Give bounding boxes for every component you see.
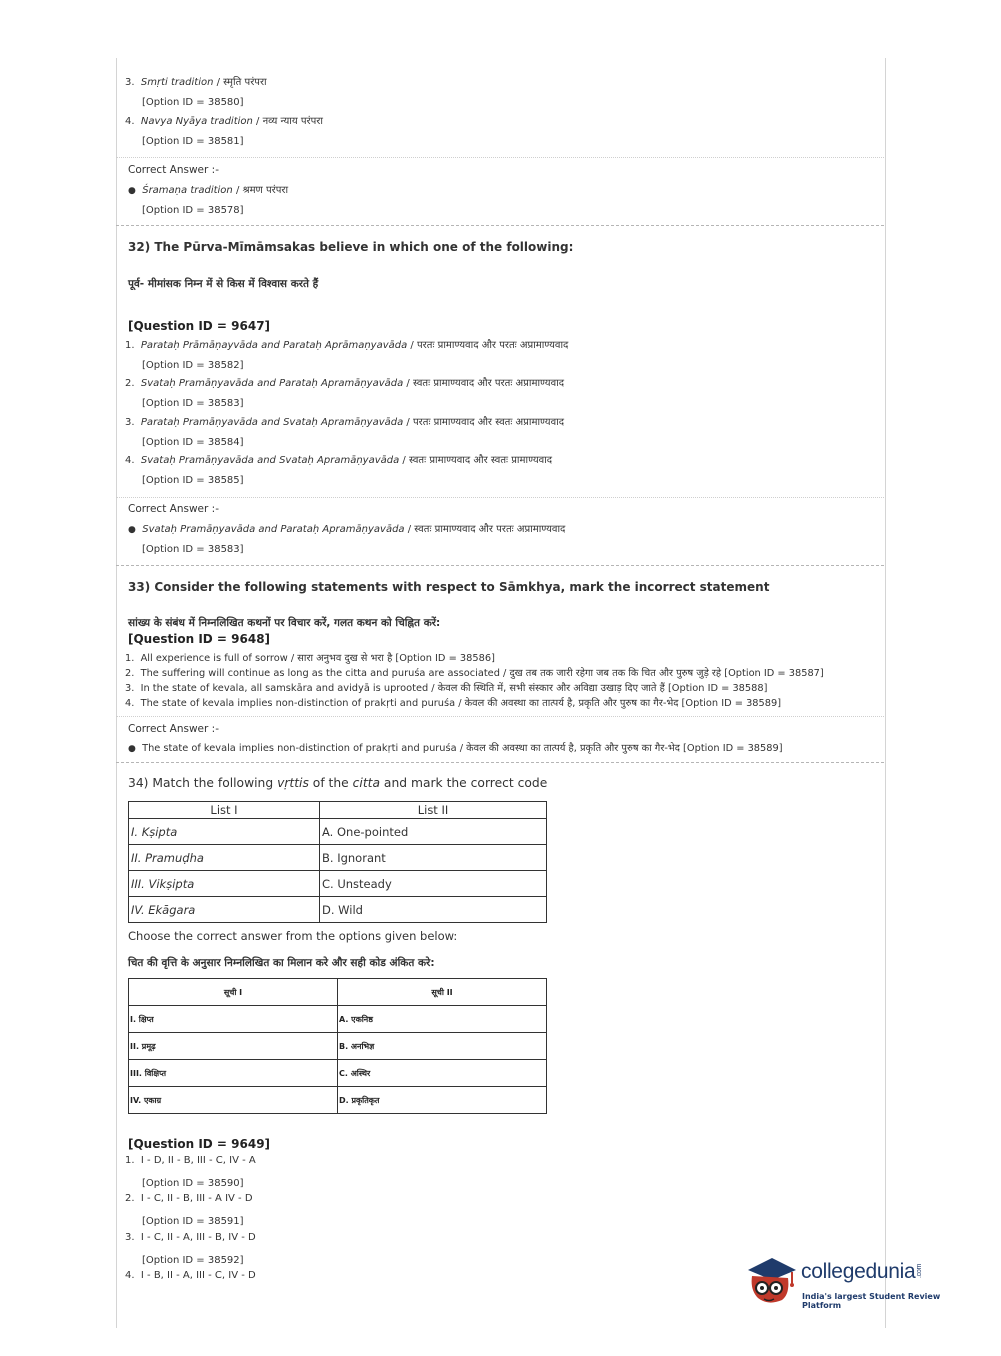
- q33-statement-1: 1. All experience is full of sorrow / सारा अनुभव दुख से भरा है [Option ID = 38586]: [125, 653, 495, 664]
- q34-option-4: 4. I - B, II - A, III - C, IV - D: [125, 1270, 256, 1281]
- brand-tagline: India's largest Student Review Platform: [802, 1292, 941, 1310]
- q32-hindi: पूर्व- मीमांसक निम्न में से किस में विश्वास करते हैं: [128, 278, 319, 290]
- q31-option-4: 4. Navya Nyāya tradition / नव्य न्याय परंपरा: [125, 116, 323, 127]
- q34-option-3: 3. I - C, II - A, III - B, IV - D: [125, 1232, 256, 1243]
- list-1-item: III. विक्षिप्त: [129, 1060, 338, 1087]
- list-2-item: B. Ignorant: [320, 845, 547, 871]
- q32-option-1: 1. Parataḥ Prāmāṇayvāda and Parataḥ Aprāmaṇyavāda / परतः प्रामाण्यवाद और परतः अप्रामाण्यवाद: [125, 340, 569, 351]
- table-row: [129, 871, 547, 897]
- question-separator: [116, 762, 884, 763]
- q33-statement-4: 4. The state of kevala implies non-distinction of prakṛti and puruśa / केवल की अवस्था का तात्पर्य है, प्रकृति और पुरुष का गैर-भेद [Option ID = 38589]: [125, 698, 782, 709]
- q32-option-1-id: [Option ID = 38582]: [142, 360, 244, 371]
- q33-hindi: सांख्य के संबंध में निम्नलिखित कथनों पर विचार करें, गलत कथन को चिह्नित करें:: [128, 617, 441, 629]
- q34-option-3-id: [Option ID = 38592]: [142, 1255, 244, 1266]
- q33-statement-2: 2. The suffering will continue as long as the citta and puruśa are associated / दुख तब तक जारी रहेगा जब तक कि चित और पुरुष जुड़े रहे [Option ID = 38587]: [125, 668, 824, 679]
- q32-option-2: 2. Svataḥ Pramāṇyavāda and Parataḥ Apramāṇyavāda / स्वतः प्रामाण्यवाद और परतः अप्रामाण्यवाद: [125, 378, 565, 389]
- q32-title: 32) The Pūrva-Mīmāmsakas believe in which one of the following:: [128, 240, 574, 254]
- question-separator: [116, 225, 884, 226]
- list-1-item: I. Kṣipta: [129, 819, 320, 845]
- list-2-item: D. प्रकृतिकृत: [338, 1087, 547, 1114]
- list-1-item: II. Pramuḍha: [129, 845, 320, 871]
- table-header: List II: [320, 802, 547, 819]
- table-header: List I: [129, 802, 320, 819]
- mascot-icon: [742, 1250, 800, 1308]
- q31-correct-answer: ● Śramaṇa tradition / श्रमण परंपरा: [128, 185, 289, 196]
- list-1-item: II. प्रमूढ़: [129, 1033, 338, 1060]
- table-row: [129, 1060, 547, 1087]
- match-table-english: [128, 801, 547, 923]
- q32-option-3: 3. Parataḥ Pramāṇyavāda and Svataḥ Apramāṇyavāda / परतः प्रामाण्यवाद और स्वतः अप्रामाण्यवाद: [125, 417, 565, 428]
- q32-option-4: 4. Svataḥ Pramāṇyavāda and Svataḥ Apramāṇyavāda / स्वतः प्रामाण्यवाद और स्वतः प्रामाण्यवाद: [125, 455, 553, 466]
- correct-answer-label: Correct Answer :-: [128, 164, 219, 176]
- table-row: [129, 1033, 547, 1060]
- list-1-item: III. Vikṣipta: [129, 871, 320, 897]
- collegedunia-logo: [742, 1250, 972, 1310]
- q32-option-4-id: [Option ID = 38585]: [142, 475, 244, 486]
- list-2-item: C. Unsteady: [320, 871, 547, 897]
- q33-correct-answer: ● The state of kevala implies non-distinction of prakṛti and puruśa / केवल की अवस्था का तात्पर्य है, प्रकृति और पुरुष का गैर-भेद [Option ID = 38589]: [128, 743, 783, 754]
- q34-title: 34) Match the following vṛttis of the citta and mark the correct code: [128, 776, 548, 790]
- q34-option-2-id: [Option ID = 38591]: [142, 1216, 244, 1227]
- list-1-item: IV. एकाग्र: [129, 1087, 338, 1114]
- q33-question-id: [Question ID = 9648]: [128, 632, 271, 646]
- divider: [116, 157, 884, 158]
- list-2-item: D. Wild: [320, 897, 547, 923]
- table-row: [129, 897, 547, 923]
- q34-option-2: 2. I - C, II - B, III - A IV - D: [125, 1193, 253, 1204]
- list-2-item: C. अस्थिर: [338, 1060, 547, 1087]
- question-separator: [116, 565, 884, 566]
- q34-hindi: चित की वृत्ति के अनुसार निम्नलिखित का मिलान करे और सही कोड अंकित करे:: [128, 957, 435, 969]
- q32-correct-id: [Option ID = 38583]: [142, 544, 244, 555]
- table-row: [129, 819, 547, 845]
- q33-statement-3: 3. In the state of kevala, all samskāra and avidyā is uprooted / केवल की स्थिति में, सभी संस्कार और अविद्या उखाड़ दिए जाते हैं [Option ID = 38588]: [125, 683, 768, 694]
- table-row: [129, 845, 547, 871]
- q31-option-4-id: [Option ID = 38581]: [142, 136, 244, 147]
- q34-option-1-id: [Option ID = 38590]: [142, 1178, 244, 1189]
- q34-instruction: Choose the correct answer from the options given below:: [128, 929, 458, 943]
- q31-option-3: 3. Smṛti tradition / स्मृति परंपरा: [125, 77, 267, 88]
- divider: [116, 716, 884, 717]
- q32-option-2-id: [Option ID = 38583]: [142, 398, 244, 409]
- q34-option-1: 1. I - D, II - B, III - C, IV - A: [125, 1155, 256, 1166]
- list-2-item: A. एकनिष्ठ: [338, 1006, 547, 1033]
- q33-title: 33) Consider the following statements with respect to Sāmkhya, mark the incorrect statement: [128, 580, 770, 594]
- list-2-item: A. One-pointed: [320, 819, 547, 845]
- correct-answer-label: Correct Answer :-: [128, 503, 219, 515]
- table-header: सूची II: [338, 979, 547, 1006]
- list-1-item: I. क्षिप्त: [129, 1006, 338, 1033]
- list-2-item: B. अनभिज्ञ: [338, 1033, 547, 1060]
- q32-option-3-id: [Option ID = 38584]: [142, 437, 244, 448]
- table-row: [129, 1006, 547, 1033]
- divider: [116, 497, 884, 498]
- list-1-item: IV. Ekāgara: [129, 897, 320, 923]
- q32-question-id: [Question ID = 9647]: [128, 319, 271, 333]
- match-table-hindi: [128, 978, 547, 1114]
- q32-correct-answer: ● Svataḥ Pramāṇyavāda and Parataḥ Apramāṇyavāda / स्वतः प्रामाण्यवाद और परतः अप्रामाण्यवाद: [128, 524, 566, 535]
- brand-name: collegedunia.com: [801, 1260, 924, 1283]
- table-header: सूची I: [129, 979, 338, 1006]
- q31-option-3-id: [Option ID = 38580]: [142, 97, 244, 108]
- q34-question-id: [Question ID = 9649]: [128, 1137, 271, 1151]
- correct-answer-label: Correct Answer :-: [128, 723, 219, 735]
- q31-correct-id: [Option ID = 38578]: [142, 205, 244, 216]
- table-row: [129, 1087, 547, 1114]
